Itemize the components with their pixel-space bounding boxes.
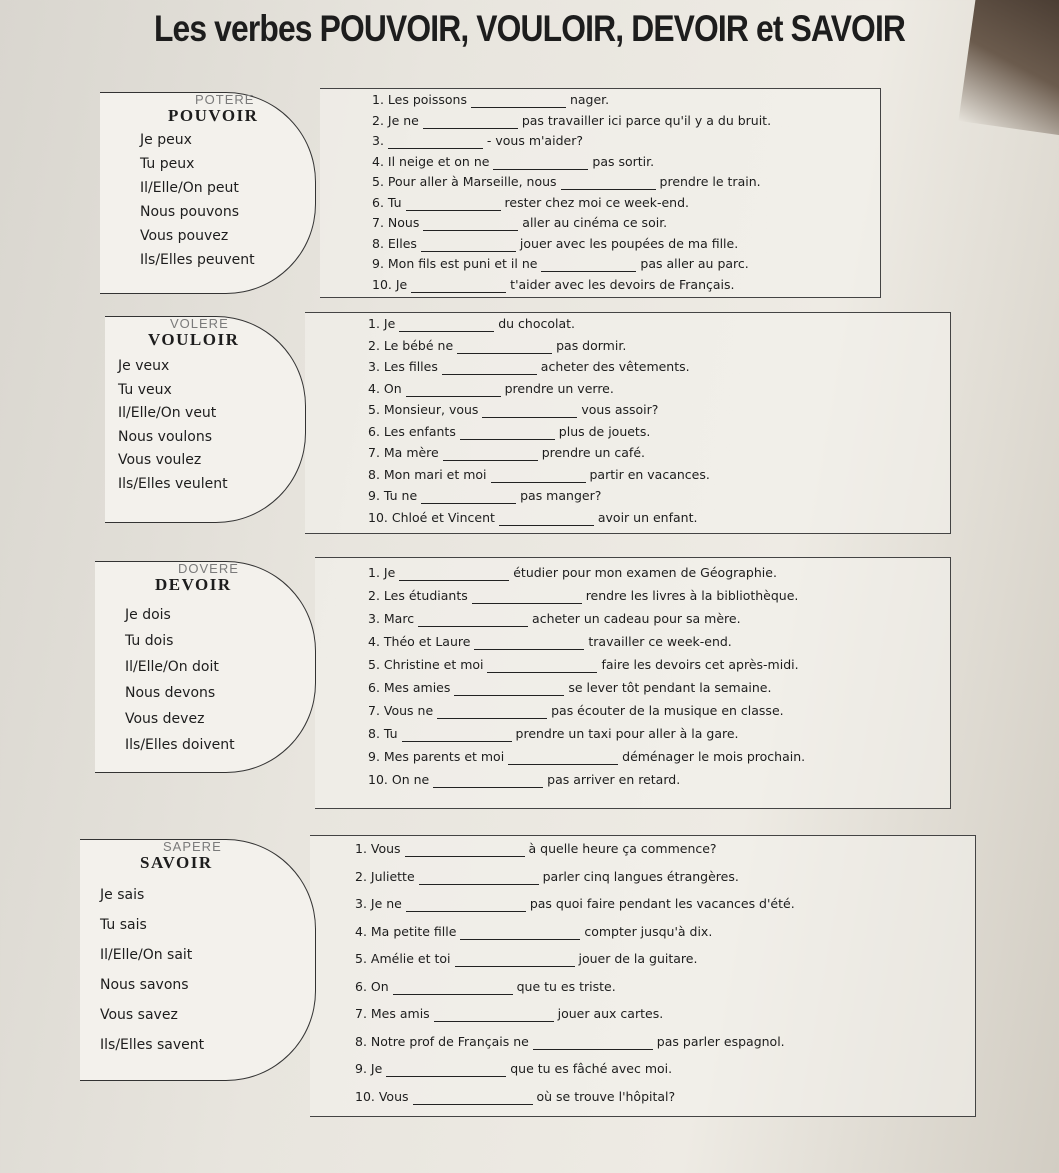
- conjugation-form: Je dois: [125, 607, 171, 623]
- conjugation-form: Vous savez: [100, 1007, 178, 1023]
- sentence-end: prendre un café.: [537, 445, 645, 460]
- sentence-end: t'aider avec les devoirs de Français.: [506, 276, 735, 292]
- sentence-end: déménager le mois prochain.: [618, 749, 806, 764]
- sentence-start: 8. Mon mari et moi: [368, 466, 491, 482]
- sentence-start: 1. Je: [368, 565, 400, 580]
- conjugation-form: Ils/Elles peuvent: [140, 252, 255, 268]
- conjugation-form: Nous voulons: [118, 428, 213, 445]
- exercise-sentence: [368, 772, 680, 788]
- exercise-sentence: [372, 215, 667, 231]
- sentence-end: pas écouter de la musique en classe.: [547, 703, 784, 718]
- answer-blank[interactable]: [418, 611, 528, 627]
- latin-infinitive: POTERE: [195, 92, 255, 107]
- exercise-sentence: [368, 488, 601, 504]
- sentence-start: 5. Christine et moi: [368, 657, 488, 672]
- sentence-end: - vous m'aider?: [482, 133, 583, 148]
- conjugation-form: Ils/Elles savent: [100, 1037, 205, 1053]
- sentence-start: 8. Tu: [368, 726, 402, 741]
- exercise-sentence: [355, 1006, 663, 1022]
- answer-blank[interactable]: [399, 565, 509, 581]
- exercise-sentence: [372, 154, 654, 170]
- sentence-end: pas parler espagnol.: [652, 1033, 785, 1049]
- sentence-start: 5. Pour aller à Marseille, nous: [372, 174, 561, 189]
- exercise-sentence: [368, 634, 732, 650]
- sentence-start: 4. Ma petite fille: [355, 923, 461, 939]
- sentence-start: 6. On: [355, 978, 393, 994]
- sentence-end: se lever tôt pendant la semaine.: [564, 680, 772, 695]
- answer-blank[interactable]: [393, 979, 513, 995]
- exercise-sentence: [355, 1061, 672, 1077]
- latin-infinitive: SAPERE: [163, 839, 222, 854]
- sentence-start: 2. Juliette: [355, 868, 419, 884]
- answer-blank[interactable]: [460, 924, 580, 940]
- sentence-end: étudier pour mon examen de Géographie.: [509, 565, 777, 580]
- sentence-end: aller au cinéma ce soir.: [518, 215, 668, 230]
- sentence-end: faire les devoirs cet après-midi.: [597, 657, 799, 672]
- conjugation-form: Tu veux: [118, 381, 172, 398]
- sentence-end: prendre le train.: [655, 174, 761, 189]
- sentence-end: plus de jouets.: [554, 423, 651, 439]
- answer-blank[interactable]: [493, 154, 588, 170]
- sentence-start: 6. Mes amies: [368, 680, 455, 695]
- sentence-start: 8. Notre prof de Français ne: [355, 1033, 533, 1049]
- sentence-end: où se trouve l'hôpital?: [532, 1088, 676, 1104]
- answer-blank[interactable]: [460, 424, 555, 440]
- exercise-sentence: [355, 979, 616, 995]
- latin-infinitive: VOLERE: [170, 316, 229, 331]
- conjugation-form: Il/Elle/On veut: [118, 405, 217, 421]
- answer-blank[interactable]: [421, 488, 516, 504]
- exercise-sentence: [372, 92, 609, 108]
- latin-infinitive: DOVERE: [178, 561, 239, 576]
- sentence-start: 4. Théo et Laure: [368, 634, 475, 649]
- conjugation-form: Vous voulez: [118, 452, 202, 468]
- exercise-sentence: [355, 869, 739, 885]
- conjugation-form: Nous savons: [100, 977, 189, 993]
- conjugation-form: Vous pouvez: [140, 228, 229, 244]
- sentence-end: du chocolat.: [494, 316, 576, 331]
- sentence-start: 10. Chloé et Vincent: [368, 509, 499, 525]
- sentence-start: 6. Les enfants: [368, 423, 460, 439]
- answer-blank[interactable]: [402, 726, 512, 742]
- answer-blank[interactable]: [455, 951, 575, 967]
- sentence-end: pas manger?: [516, 488, 602, 503]
- sentence-start: 7. Mes amis: [355, 1006, 434, 1021]
- sentence-end: travailler ce week-end.: [584, 634, 732, 649]
- answer-blank[interactable]: [419, 869, 539, 885]
- sentence-end: que tu es triste.: [512, 978, 616, 994]
- sentence-end: prendre un taxi pour aller à la gare.: [511, 726, 739, 741]
- exercise-sentence: [355, 1089, 675, 1105]
- conjugation-form: Vous devez: [125, 711, 205, 727]
- exercise-sentence: [368, 402, 658, 418]
- exercise-sentence: [355, 896, 795, 912]
- verb-heading: VOULOIR: [148, 330, 240, 349]
- exercise-sentence: [368, 657, 799, 673]
- exercise-sentence: [372, 133, 583, 149]
- answer-blank[interactable]: [434, 1006, 554, 1022]
- sentence-start: 1. Les poissons: [372, 92, 471, 107]
- answer-blank[interactable]: [413, 1089, 533, 1105]
- sentence-end: pas aller au parc.: [636, 256, 749, 271]
- exercise-sentence: [368, 424, 650, 440]
- exercise-sentence: [368, 338, 626, 354]
- answer-blank[interactable]: [482, 402, 577, 418]
- answer-blank[interactable]: [508, 749, 618, 765]
- sentence-start: 10. Je: [372, 276, 412, 292]
- exercise-sentence: [372, 113, 771, 129]
- answer-blank[interactable]: [533, 1034, 653, 1050]
- answer-blank[interactable]: [406, 381, 501, 397]
- conjugation-form: Ils/Elles veulent: [118, 475, 228, 492]
- exercise-sentence: [368, 588, 798, 604]
- exercise-sentence: [355, 951, 697, 967]
- answer-blank[interactable]: [457, 338, 552, 354]
- exercise-sentence: [372, 236, 738, 252]
- conjugation-form: Tu peux: [140, 156, 195, 172]
- sentence-start: 7. Ma mère: [368, 445, 443, 460]
- answer-blank[interactable]: [433, 772, 543, 788]
- answer-blank[interactable]: [421, 236, 516, 252]
- sentence-start: 3. Marc: [368, 611, 419, 626]
- answer-blank[interactable]: [406, 896, 526, 912]
- sentence-end: avoir un enfant.: [593, 509, 698, 525]
- sentence-start: 2. Je ne: [372, 112, 423, 128]
- conjugation-form: Je veux: [118, 358, 170, 374]
- sentence-end: compter jusqu'à dix.: [580, 923, 713, 939]
- conjugation-form: Nous devons: [125, 685, 216, 701]
- answer-blank[interactable]: [423, 215, 518, 231]
- exercise-sentence: [368, 726, 739, 742]
- conjugation-form: Il/Elle/On doit: [125, 659, 219, 675]
- sentence-start: 5. Monsieur, vous: [368, 402, 483, 417]
- exercise-sentence: [368, 749, 805, 765]
- sentence-start: 10. On ne: [368, 772, 434, 787]
- sentence-start: 3.: [372, 133, 388, 148]
- sentence-end: parler cinq langues étrangères.: [538, 868, 739, 884]
- exercise-sentence: [355, 1034, 785, 1050]
- conjugation-form: Tu sais: [100, 917, 147, 933]
- conjugation-form: Nous pouvons: [140, 204, 239, 220]
- exercise-sentence: [368, 467, 710, 483]
- sentence-start: 9. Mon fils est puni et il ne: [372, 256, 542, 271]
- exercise-sentence: [368, 381, 614, 397]
- verb-heading: POUVOIR: [168, 106, 259, 125]
- sentence-start: 4. Il neige et on ne: [372, 153, 494, 169]
- exercise-sentence: [368, 680, 771, 696]
- answer-blank[interactable]: [499, 510, 594, 526]
- sentence-start: 1. Vous: [355, 841, 405, 856]
- sentence-end: acheter un cadeau pour sa mère.: [528, 611, 741, 626]
- verb-heading: SAVOIR: [140, 853, 213, 872]
- answer-blank[interactable]: [541, 256, 636, 272]
- sentence-start: 9. Tu ne: [368, 488, 422, 503]
- exercise-sentence: [372, 174, 761, 190]
- sentence-end: jouer aux cartes.: [553, 1006, 664, 1021]
- conjugation-form: Je peux: [140, 132, 192, 148]
- sentence-start: 2. Les étudiants: [368, 588, 472, 603]
- sentence-end: vous assoir?: [577, 402, 659, 417]
- answer-blank[interactable]: [423, 113, 518, 129]
- sentence-start: 4. On: [368, 380, 406, 396]
- answer-blank[interactable]: [491, 467, 586, 483]
- exercise-sentence: [372, 195, 689, 211]
- exercise-sentence: [355, 924, 712, 940]
- sentence-end: jouer avec les poupées de ma fille.: [515, 235, 739, 251]
- answer-blank[interactable]: [406, 195, 501, 211]
- sentence-start: 7. Nous: [372, 215, 424, 230]
- sentence-start: 3. Je ne: [355, 896, 406, 911]
- conjugation-form: Je sais: [100, 887, 145, 903]
- conjugation-form: Tu dois: [125, 633, 174, 649]
- answer-blank[interactable]: [437, 703, 547, 719]
- exercise-sentence: [368, 611, 741, 627]
- sentence-end: pas dormir.: [552, 337, 627, 353]
- sentence-start: 7. Vous ne: [368, 703, 438, 718]
- sentence-start: 2. Le bébé ne: [368, 337, 458, 353]
- exercise-sentence: [368, 316, 575, 332]
- sentence-end: rester chez moi ce week-end.: [500, 194, 689, 210]
- sentence-end: pas sortir.: [588, 153, 655, 169]
- sentence-end: partir en vacances.: [585, 466, 710, 482]
- answer-blank[interactable]: [388, 133, 483, 149]
- exercise-sentence: [368, 510, 697, 526]
- exercise-sentence: [368, 445, 645, 461]
- conjugation-form: Ils/Elles doivent: [125, 737, 235, 753]
- exercise-sentence: [368, 703, 784, 719]
- conjugation-form: Il/Elle/On peut: [140, 180, 239, 196]
- sentence-end: acheter des vêtements.: [536, 359, 690, 374]
- sentence-end: pas quoi faire pendant les vacances d'été.: [525, 896, 795, 911]
- sentence-start: 3. Les filles: [368, 359, 442, 374]
- sentence-start: 10. Vous: [355, 1088, 413, 1104]
- sentence-start: 9. Je: [355, 1061, 387, 1076]
- answer-blank[interactable]: [454, 680, 564, 696]
- answer-blank[interactable]: [386, 1061, 506, 1077]
- sentence-start: 9. Mes parents et moi: [368, 749, 509, 764]
- answer-blank[interactable]: [405, 841, 525, 857]
- conjugation-form: Il/Elle/On sait: [100, 947, 193, 963]
- page-title: Les verbes POUVOIR, VOULOIR, DEVOIR et SAVOIR: [153, 8, 906, 49]
- verb-heading: DEVOIR: [155, 575, 232, 594]
- exercise-sentence: [368, 565, 777, 581]
- sentence-end: rendre les livres à la bibliothèque.: [581, 588, 799, 603]
- sentence-end: nager.: [565, 92, 610, 107]
- answer-blank[interactable]: [487, 657, 597, 673]
- sentence-start: 8. Elles: [372, 235, 421, 251]
- answer-blank[interactable]: [472, 588, 582, 604]
- answer-blank[interactable]: [474, 634, 584, 650]
- answer-blank[interactable]: [442, 359, 537, 375]
- sentence-start: 6. Tu: [372, 194, 406, 210]
- sentence-end: à quelle heure ça commence?: [524, 841, 717, 856]
- sentence-start: 1. Je: [368, 316, 400, 331]
- exercise-sentence: [372, 256, 749, 272]
- answer-blank[interactable]: [561, 174, 656, 190]
- sentence-end: pas arriver en retard.: [543, 772, 681, 787]
- answer-blank[interactable]: [411, 277, 506, 293]
- exercise-sentence: [372, 277, 735, 293]
- sentence-start: 5. Amélie et toi: [355, 951, 455, 966]
- answer-blank[interactable]: [443, 445, 538, 461]
- exercise-sentence: [355, 841, 717, 857]
- sentence-end: que tu es fâché avec moi.: [506, 1061, 673, 1076]
- answer-blank[interactable]: [399, 316, 494, 332]
- sentence-end: pas travailler ici parce qu'il y a du bruit.: [517, 112, 772, 128]
- sentence-end: jouer de la guitare.: [574, 951, 698, 966]
- sentence-end: prendre un verre.: [500, 380, 614, 396]
- exercise-sentence: [368, 359, 690, 375]
- answer-blank[interactable]: [471, 92, 566, 108]
